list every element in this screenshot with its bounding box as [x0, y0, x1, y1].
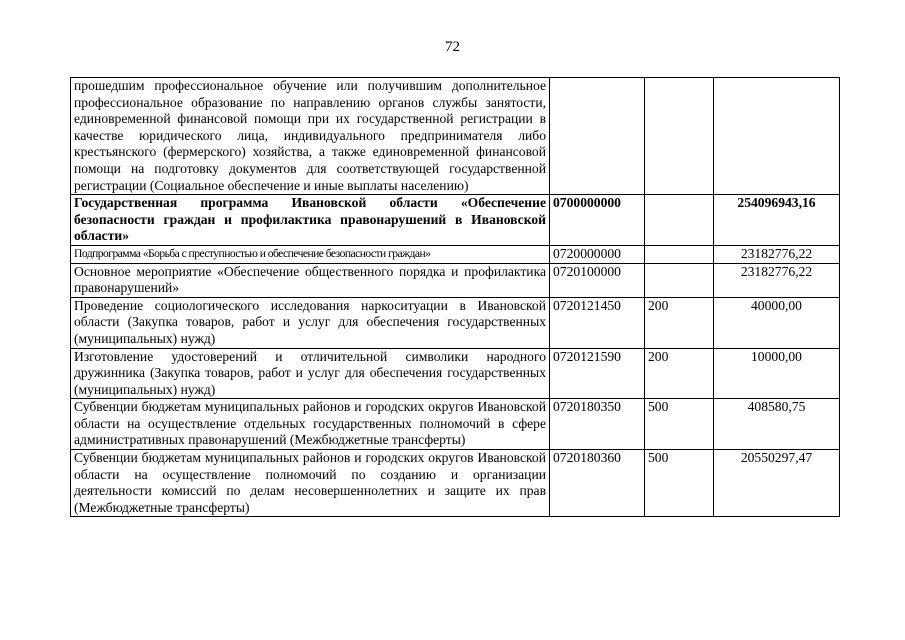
row-code: 0720000000 [550, 245, 645, 263]
row-name: Основное мероприятие «Обеспечение общественного порядка и профилактика правонарушений» [71, 263, 550, 297]
row-code [550, 78, 645, 195]
row-amount: 23182776,22 [714, 263, 840, 297]
row-name: Субвенции бюджетам муниципальных районов и городских округов Ивановской области на осуществление отдельных государственных полномочий в сфере административных правонарушений (Межбюджетные трансферты) [71, 399, 550, 450]
table-row [71, 263, 840, 297]
row-code: 0720121450 [550, 297, 645, 348]
row-name: Подпрограмма «Борьба с преступностью и обеспечение безопасности граждан» [71, 245, 550, 263]
row-expense-type: 500 [645, 450, 714, 517]
budget-table [70, 77, 840, 517]
row-amount: 254096943,16 [714, 195, 840, 246]
row-amount: 10000,00 [714, 348, 840, 399]
row-code: 0700000000 [550, 195, 645, 246]
row-expense-type: 500 [645, 399, 714, 450]
row-expense-type: 200 [645, 348, 714, 399]
row-expense-type [645, 245, 714, 263]
table-row [71, 78, 840, 195]
row-name: Государственная программа Ивановской области «Обеспечение безопасности граждан и профилактика правонарушений в Ивановской области» [71, 195, 550, 246]
table-row [71, 450, 840, 517]
table-row [71, 195, 840, 246]
row-code: 0720180360 [550, 450, 645, 517]
row-expense-type [645, 263, 714, 297]
page-number: 72 [445, 39, 460, 55]
row-name: прошедшим профессиональное обучение или получившим дополнительное профессиональное образование по направлению органов службы занятости, единовременной финансовой помощи при их государственной регистрации в качестве юридического лица, индивидуального предпринимателя либо крестьянского (фермерского) хозяйства, а также единовременной финансовой помощи на подготовку документов для соответствующей государственной регистрации (Социальное обеспечение и иные выплаты населению) [71, 78, 550, 195]
table-row [71, 245, 840, 263]
row-amount: 20550297,47 [714, 450, 840, 517]
row-expense-type [645, 78, 714, 195]
table-row [71, 297, 840, 348]
row-name: Субвенции бюджетам муниципальных районов и городских округов Ивановской области на осуществление полномочий по созданию и организации деятельности комиссий по делам несовершеннолетних и защите их прав (Межбюджетные трансферты) [71, 450, 550, 517]
row-name: Изготовление удостоверений и отличительной символики народного дружинника (Закупка товаров, работ и услуг для обеспечения государственных (муниципальных) нужд) [71, 348, 550, 399]
row-amount: 23182776,22 [714, 245, 840, 263]
row-amount: 40000,00 [714, 297, 840, 348]
row-amount: 408580,75 [714, 399, 840, 450]
row-amount [714, 78, 840, 195]
table-row [71, 399, 840, 450]
row-code: 0720121590 [550, 348, 645, 399]
table-row [71, 348, 840, 399]
row-code: 0720180350 [550, 399, 645, 450]
row-code: 0720100000 [550, 263, 645, 297]
row-expense-type [645, 195, 714, 246]
row-expense-type: 200 [645, 297, 714, 348]
row-name: Проведение социологического исследования наркоситуации в Ивановской области (Закупка товаров, работ и услуг для обеспечения государственных (муниципальных) нужд) [71, 297, 550, 348]
